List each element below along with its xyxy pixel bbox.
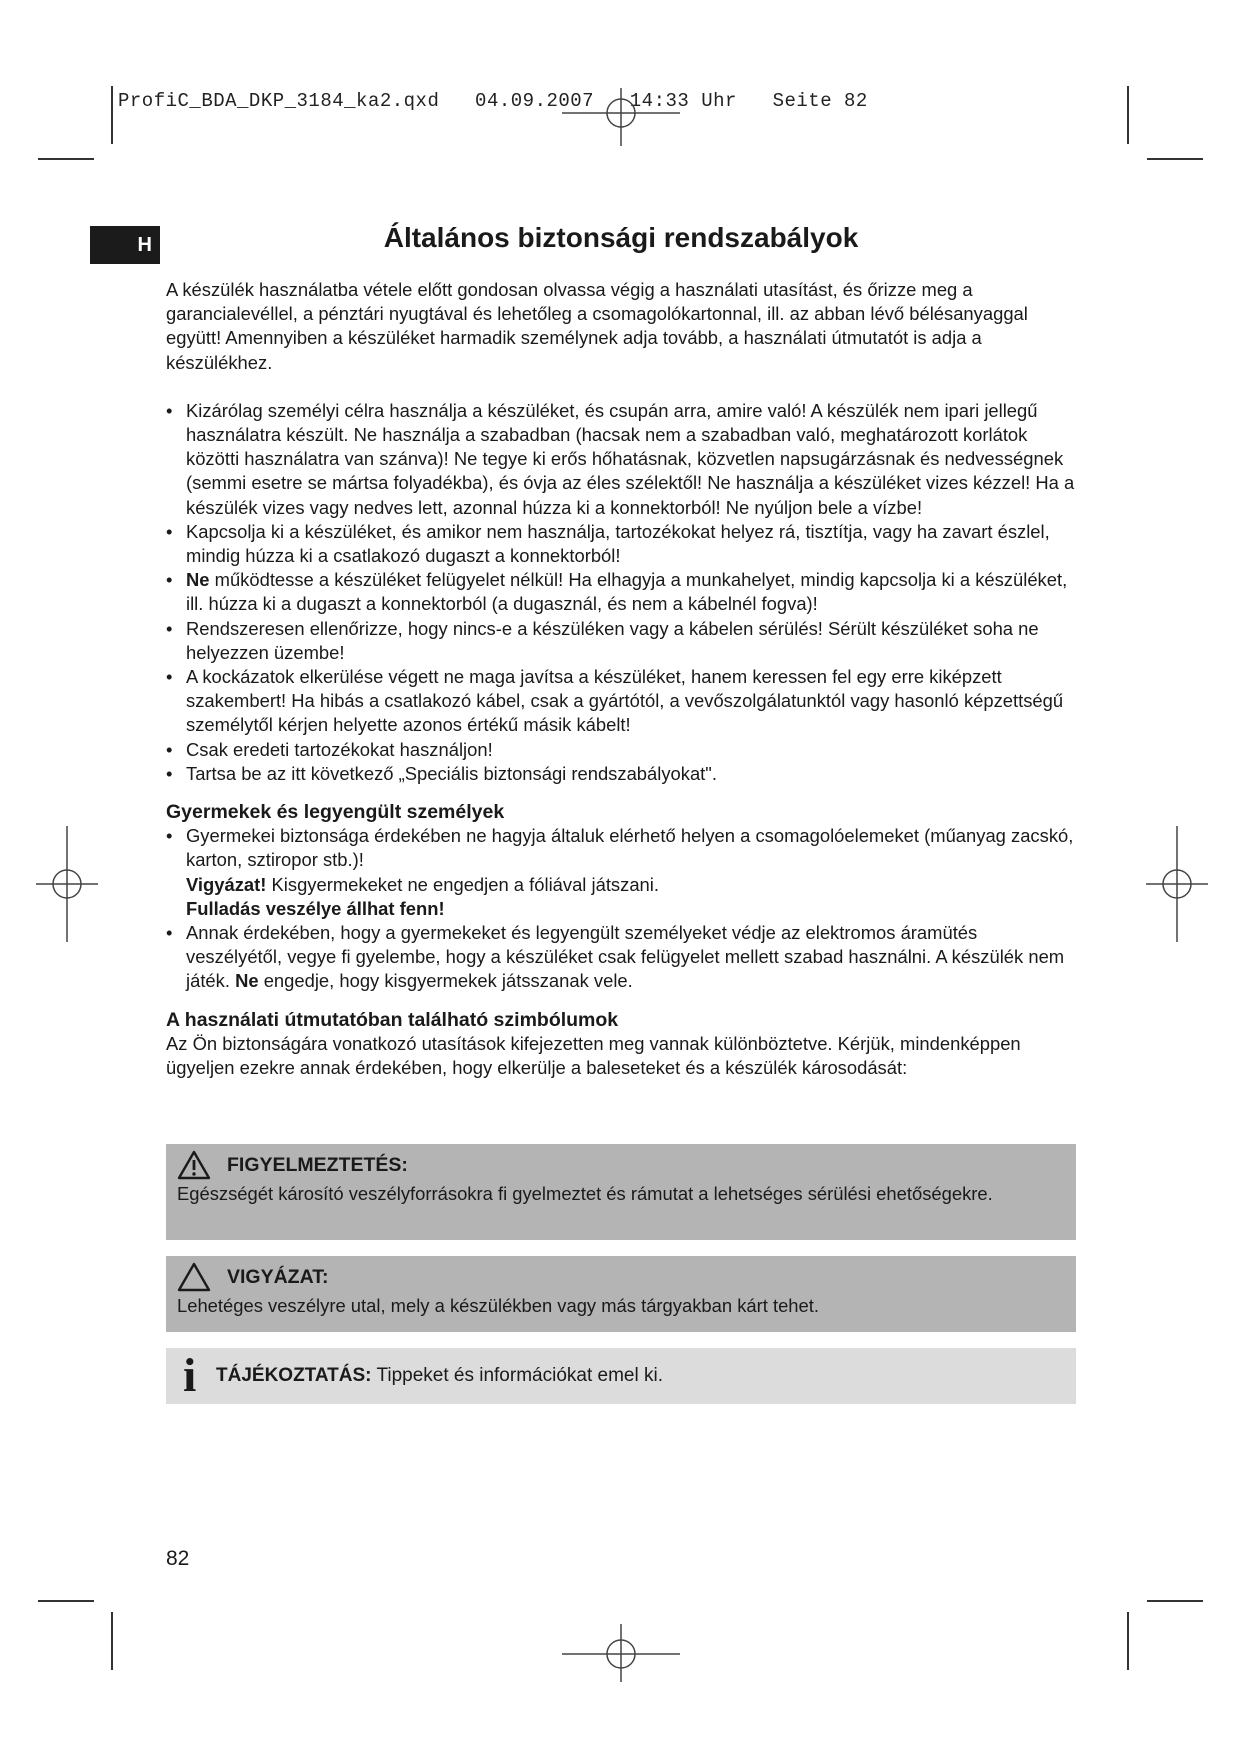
emphasis: Vigyázat! (186, 873, 267, 895)
emphasis: Ne (235, 970, 259, 992)
caution-box (166, 1256, 1076, 1332)
info-line (216, 1365, 663, 1387)
symbols-paragraph: Az Ön biztonságára vonatkozó utasítások kifejezetten meg vannak különböztetve. Kérjük, mindenképpen ügyeljen ezekre annak érdekében, hogy elkerülje a baleseteket és a készülék károsodását: (166, 1032, 1021, 1079)
list-item: • Rendszeresen ellenőrizze, hogy nincs-e a készüléken vagy a kábelen sérülés! Sérült készüléket soha ne helyezzen üzembe! (166, 617, 1076, 665)
info-title: TÁJÉKOZTATÁS: (216, 1365, 372, 1386)
registration-mark-icon (36, 826, 98, 942)
warning-box (166, 1144, 1076, 1240)
intro-paragraph: A készülék használatba vétele előtt gondosan olvassa végig a használati utasítást, és őrizze meg a garancialevéllel, a pénztári nyugtával és lehetőleg a csomagolókartonnal, ill. az abban lévő bélésanyaggal együtt! Amennyiben a készüléket harmadik személynek adja tovább, a használati útmutatót is adja a készülékhez. (166, 279, 1028, 373)
crop-mark (1127, 1612, 1129, 1670)
warning-text: Egészségét károsító veszélyforrásokra fi gyelmeztet és rámutat a lehetséges sérülési ehetőségekre. (177, 1183, 993, 1204)
list-item (166, 921, 1076, 994)
list-item-text: Annak érdekében, hogy a gyermekeket és legyengült személyeket védje az elektromos áramütés veszélyétől, vegye fi gyelembe, hogy a készüléket csak felügyelet mellett szabad használni. A készülék nem játék. (186, 922, 1065, 992)
caution-text: Lehetéges veszélyre utal, mely a készülékben vagy más tárgyakban kárt tehet. (177, 1295, 819, 1316)
section-heading-symbols: A használati útmutatóban található szimbólumok (166, 1008, 619, 1031)
registration-mark-icon (562, 1624, 680, 1682)
caution-triangle-icon (177, 1262, 227, 1292)
caution-title: VIGYÁZAT: (227, 1265, 329, 1288)
list-item: • A kockázatok elkerülése végett ne maga javítsa a készüléket, hanem keressen fel egy erre kiképzett szakembert! Ha hibás a csatlakozó kábel, csak a gyártótól, a vevőszolgálatunktól vagy hasonló képzettségű személytől kérjen helyette azonos értékű másik kábelt! (166, 665, 1076, 738)
list-item (166, 824, 1076, 921)
emphasis: Ne (186, 569, 210, 591)
info-text: Tippeket és információkat emel ki. (371, 1365, 663, 1386)
crop-mark (38, 158, 94, 160)
warning-triangle-icon (177, 1150, 227, 1180)
list-item-text: Gyermekei biztonsága érdekében ne hagyja általuk elérhető helyen a csomagolóelemeket (műanyag zacskó, karton, sztiropor stb.)! (186, 825, 1074, 871)
crop-mark (1127, 86, 1129, 144)
list-item-text: működtesse a készüléket felügyelet nélkül! Ha elhagyja a munkahelyet, mindig kapcsolja ki a készüléket, ill. húzza ki a dugaszt a konnektorból (a dugasznál, és nem a kábelnél fogva)! (186, 569, 1068, 615)
list-item-text: Kisgyermekeket ne engedjen a fóliával játszani. (266, 873, 659, 895)
section-heading-children: Gyermekek és legyengült személyek (166, 801, 505, 824)
caution-box-header (177, 1262, 1065, 1292)
warning-title: FIGYELMEZTETÉS: (227, 1153, 408, 1176)
crop-mark (1147, 1600, 1203, 1602)
language-tab: H (90, 226, 160, 264)
print-slug: ProfiC_BDA_DKP_3184_ka2.qxd 04.09.2007 14:33 Uhr Seite 82 (118, 90, 868, 112)
list-item (166, 568, 1076, 616)
list-item: • Tartsa be az itt következő „Speciális biztonsági rendszabályokat". (166, 762, 1076, 786)
crop-mark (1147, 158, 1203, 160)
page-title: Általános biztonsági rendszabályok (383, 222, 859, 253)
page-number: 82 (166, 1547, 190, 1570)
list-item-text: engedje, hogy kisgyermekek játsszanak vele. (258, 970, 633, 992)
info-icon: i (183, 1349, 197, 1402)
crop-mark (38, 1600, 94, 1602)
warning-box-header (177, 1150, 1065, 1180)
list-item: • Kapcsolja ki a készüléket, és amikor nem használja, tartozékokat helyez rá, tisztítja, vagy ha zavart észlel, mindig húzza ki a csatlakozó dugaszt a konnektorból! (166, 520, 1076, 568)
list-item: • Csak eredeti tartozékokat használjon! (166, 738, 1076, 762)
children-list (166, 824, 1076, 993)
crop-mark (111, 1612, 113, 1670)
safety-list (166, 399, 1076, 786)
registration-mark-icon (562, 88, 680, 146)
registration-mark-icon (1146, 826, 1208, 942)
list-item: • Kizárólag személyi célra használja a készüléket, és csupán arra, amire való! A készülék nem ipari jellegű használatra készült. Ne használja a szabadban (hacsak nem a szabadban való, meghatározott korlátok közötti használatra van szánva)! Ne tegye ki erős hőhatásnak, közvetlen napsugárzásnak és nedvességnek (semmi esetre se mártsa folyadékba), és óvja az éles szélektől! Ne használja a készüléket vizes kézzel! Ha a készülék vizes vagy nedves lett, azonnal húzza ki a konnektorból! Ne nyúljon bele a vízbe! (166, 399, 1076, 520)
main-content (166, 278, 1076, 1080)
danger-note: Fulladás veszélye állhat fenn! (186, 897, 445, 919)
info-box (166, 1348, 1076, 1404)
crop-mark (111, 86, 113, 144)
